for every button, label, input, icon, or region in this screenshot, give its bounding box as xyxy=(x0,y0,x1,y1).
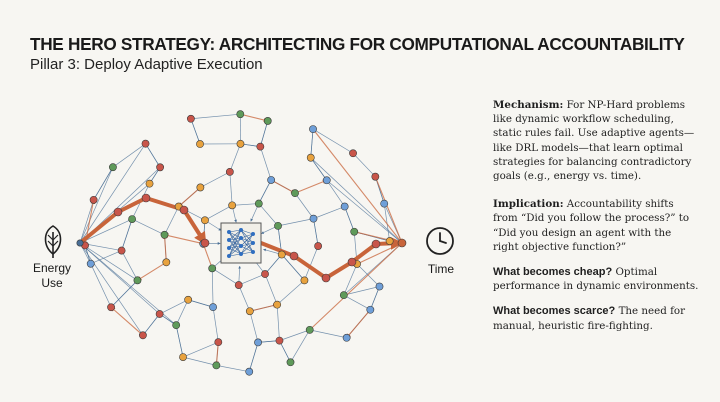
energy-label-line-2: Use xyxy=(41,276,63,290)
network-node xyxy=(301,277,308,284)
network-node xyxy=(185,296,192,303)
network-node xyxy=(386,237,393,244)
cheap-block xyxy=(493,265,699,293)
highlighted-edge xyxy=(271,180,295,193)
network-node xyxy=(139,332,146,339)
scarce-heading: What becomes scarce? xyxy=(493,305,616,318)
network-edge xyxy=(278,219,313,226)
network-edge xyxy=(239,274,265,285)
network-node xyxy=(306,326,313,333)
highlighted-edge xyxy=(165,235,167,263)
highlighted-edge xyxy=(313,129,402,243)
network-node xyxy=(367,306,374,313)
network-node xyxy=(343,334,350,341)
network-node xyxy=(213,362,220,369)
network-node xyxy=(134,277,141,284)
network-edge xyxy=(183,342,218,357)
time-hub-node xyxy=(398,239,406,247)
highlighted-edge xyxy=(310,243,402,330)
network-node xyxy=(187,115,194,122)
network-node xyxy=(235,281,242,288)
path-node xyxy=(201,239,209,247)
network-edge xyxy=(259,180,271,204)
network-edge xyxy=(160,300,189,314)
path-node xyxy=(372,240,380,248)
highlighted-edge xyxy=(137,262,166,280)
network-edge xyxy=(176,325,183,357)
network-edge xyxy=(176,300,188,325)
network-node xyxy=(118,247,125,254)
network-node xyxy=(142,140,149,147)
network-node xyxy=(201,217,208,224)
network-node xyxy=(109,164,116,171)
network-edge xyxy=(94,167,113,200)
network-node xyxy=(309,126,316,133)
network-node xyxy=(237,140,244,147)
leaf-icon xyxy=(46,226,61,258)
network-node xyxy=(291,190,298,197)
network-edge xyxy=(344,295,371,310)
highlighted-edge xyxy=(203,244,212,269)
network-node xyxy=(264,117,271,124)
network-node xyxy=(274,301,281,308)
network-node xyxy=(274,222,281,229)
network-edge xyxy=(345,207,355,232)
network-edge xyxy=(80,243,143,335)
network-node xyxy=(209,265,216,272)
network-node xyxy=(237,111,244,118)
optimal-path-right xyxy=(261,243,401,278)
implication-block xyxy=(493,197,699,254)
network-edge xyxy=(353,153,375,176)
network-edge xyxy=(260,121,267,147)
network-edge xyxy=(311,158,327,181)
network-node xyxy=(128,215,135,222)
page-title: THE HERO STRATEGY: ARCHITECTING FOR COMPUTATIONAL ACCOUNTABILITY xyxy=(30,34,685,54)
network-edge xyxy=(113,144,146,168)
network-edge xyxy=(205,205,232,220)
network-edge xyxy=(295,193,313,218)
network-node xyxy=(87,260,94,267)
network-edge xyxy=(213,307,218,342)
path-node xyxy=(322,274,330,282)
scarce-block xyxy=(493,304,699,332)
network-edge xyxy=(216,365,249,371)
energy-label-line-1: Energy xyxy=(32,261,72,275)
network-edge xyxy=(250,311,258,342)
network-edge xyxy=(232,204,259,206)
mechanism-heading: Mechanism: xyxy=(493,99,564,111)
network-edge xyxy=(122,219,132,250)
network-edge xyxy=(212,268,239,285)
path-node xyxy=(142,194,150,202)
network-node xyxy=(157,164,164,171)
neural-network-icon xyxy=(221,223,261,263)
highlighted-edge xyxy=(347,310,371,338)
network-node xyxy=(90,196,97,203)
page-subtitle: Pillar 3: Deploy Adaptive Execution xyxy=(30,56,263,73)
network-node xyxy=(229,202,236,209)
network-edge xyxy=(290,330,309,362)
highlighted-edge xyxy=(165,235,204,244)
path-node xyxy=(114,208,122,216)
network-node xyxy=(372,173,379,180)
cheap-text: Optimal performance in dynamic environments. xyxy=(493,266,699,293)
network-node xyxy=(268,176,275,183)
highlighted-edge xyxy=(250,305,277,312)
network-node xyxy=(163,259,170,266)
highlighted-edge xyxy=(179,187,201,206)
network-edge xyxy=(260,147,271,180)
network-node xyxy=(255,200,262,207)
implication-text: Accountability shifts from “Did you follow the process?” to “Did you design an agent with the right objective function?” xyxy=(493,198,690,253)
network-node xyxy=(215,339,222,346)
network-edge xyxy=(230,144,241,172)
network-node xyxy=(254,339,261,346)
network-edge xyxy=(200,172,229,188)
network-node xyxy=(351,228,358,235)
network-edge xyxy=(132,219,164,235)
network-edge xyxy=(191,114,240,119)
network-node xyxy=(197,184,204,191)
network-edge xyxy=(212,268,213,307)
network-node xyxy=(315,242,322,249)
network-edge xyxy=(310,330,347,338)
scarce-text: The need for manual, heuristic fire-fighting. xyxy=(493,305,686,332)
network-node xyxy=(161,231,168,238)
path-node xyxy=(290,252,298,260)
network-edge xyxy=(313,129,353,153)
network-edge xyxy=(191,119,200,144)
clock-icon xyxy=(427,228,453,254)
implication-heading: Implication: xyxy=(493,198,564,211)
network-node xyxy=(287,359,294,366)
network-edge xyxy=(279,330,309,341)
network-node xyxy=(196,140,203,147)
network-node xyxy=(246,368,253,375)
network-node xyxy=(156,310,163,317)
network-node xyxy=(173,322,180,329)
explanation-panel xyxy=(493,98,699,333)
network-node xyxy=(310,215,317,222)
network-edge xyxy=(230,172,232,205)
network-node xyxy=(323,177,330,184)
path-node xyxy=(180,206,188,214)
network-edge xyxy=(277,280,304,304)
network-edge xyxy=(344,264,357,295)
network-edge xyxy=(259,204,278,226)
network-node xyxy=(246,308,253,315)
network-node xyxy=(209,304,216,311)
network-node xyxy=(179,354,186,361)
mechanism-block xyxy=(493,98,699,183)
network-edge xyxy=(249,342,258,371)
network-node xyxy=(146,180,153,187)
network-edge xyxy=(146,144,161,168)
network-node xyxy=(341,203,348,210)
network-node xyxy=(340,292,347,299)
network-edge xyxy=(344,287,380,296)
cheap-heading: What becomes cheap? xyxy=(493,266,613,279)
network-edge xyxy=(265,274,277,305)
network-edge xyxy=(183,357,216,365)
network-node xyxy=(276,337,283,344)
mechanism-text: For NP-Hard problems like dynamic workflow scheduling, static rules fail. Use adaptive agents—like DRL models—that learn optimal strategies for balancing contradictory goals (e.g., energy vs. time). xyxy=(493,99,695,183)
network-edge xyxy=(239,285,250,311)
network-node xyxy=(257,143,264,150)
network-edge xyxy=(313,207,344,219)
network-edge xyxy=(313,219,318,246)
network-node xyxy=(376,283,383,290)
highlighted-edge xyxy=(295,180,327,193)
network-edge xyxy=(122,251,138,281)
time-label: Time xyxy=(427,262,455,276)
energy-use-label xyxy=(24,261,80,291)
network-node xyxy=(307,154,314,161)
highlighted-edge xyxy=(240,114,267,121)
network-node xyxy=(381,200,388,207)
network-node xyxy=(107,304,114,311)
network-edge xyxy=(311,129,313,158)
network-node xyxy=(261,270,268,277)
network-node xyxy=(226,168,233,175)
network-edge xyxy=(91,264,111,308)
path-node xyxy=(348,258,356,266)
network-node xyxy=(278,251,285,258)
network-edge xyxy=(165,207,179,235)
network-edge xyxy=(143,314,160,335)
network-edge xyxy=(277,305,279,341)
optimal-path-left xyxy=(80,198,205,243)
network-node xyxy=(349,150,356,157)
energy-hub-node xyxy=(77,240,83,246)
